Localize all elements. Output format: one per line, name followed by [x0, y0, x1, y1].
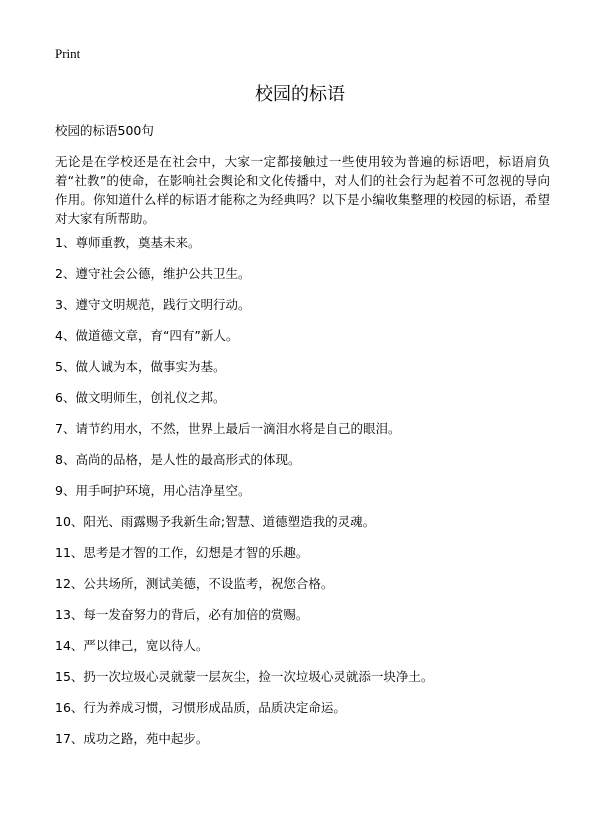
- list-item: 6、做文明师生，创礼仪之邦。: [55, 390, 226, 405]
- list-item: 4、做道德文章，育“四有”新人。: [55, 328, 239, 343]
- list-item: 3、遵守文明规范，践行文明行动。: [55, 297, 251, 312]
- list-item: 15、扔一次垃圾心灵就蒙一层灰尘，捡一次垃圾心灵就添一块净土。: [55, 669, 434, 684]
- list-item: 1、尊师重教，奠基未来。: [55, 235, 201, 250]
- list-item: 8、高尚的品格，是人性的最高形式的体现。: [55, 452, 301, 467]
- list-item: 10、阳光、雨露赐予我新生命;智慧、道德塑造我的灵魂。: [55, 514, 376, 529]
- intro-paragraph: 无论是在学校还是在社会中，大家一定都接触过一些使用较为普遍的标语吧，标语肩负着“社教”的使命，在影响社会舆论和文化传播中，对人们的社会行为起着不可忽视的导向作用。你知道什么样的标语才能称之为经典吗？以下是小编收集整理的校园的标语，希望对大家有所帮助。: [55, 154, 550, 226]
- page-title: 校园的标语: [255, 84, 345, 105]
- slogan-list: [55, 235, 555, 762]
- list-item: 9、用手呵护环境，用心洁净星空。: [55, 483, 251, 498]
- list-item: 5、做人诚为本，做事实为基。: [55, 359, 226, 374]
- print-link[interactable]: Print: [55, 46, 81, 61]
- list-item: 12、公共场所，测试美德，不设监考，祝您合格。: [55, 576, 334, 591]
- list-item: 7、请节约用水，不然，世界上最后一滴泪水将是自己的眼泪。: [55, 421, 401, 436]
- list-item: 11、思考是才智的工作，幻想是才智的乐趣。: [55, 545, 309, 560]
- list-item: 14、严以律己，宽以待人。: [55, 638, 209, 653]
- list-item: 2、遵守社会公德，维护公共卫生。: [55, 266, 251, 281]
- list-item: 13、每一发奋努力的背后，必有加倍的赏赐。: [55, 607, 309, 622]
- subtitle: 校园的标语500句: [55, 123, 154, 138]
- list-item: 17、成功之路，苑中起步。: [55, 731, 209, 746]
- list-item: 16、行为养成习惯，习惯形成品质，品质决定命运。: [55, 700, 346, 715]
